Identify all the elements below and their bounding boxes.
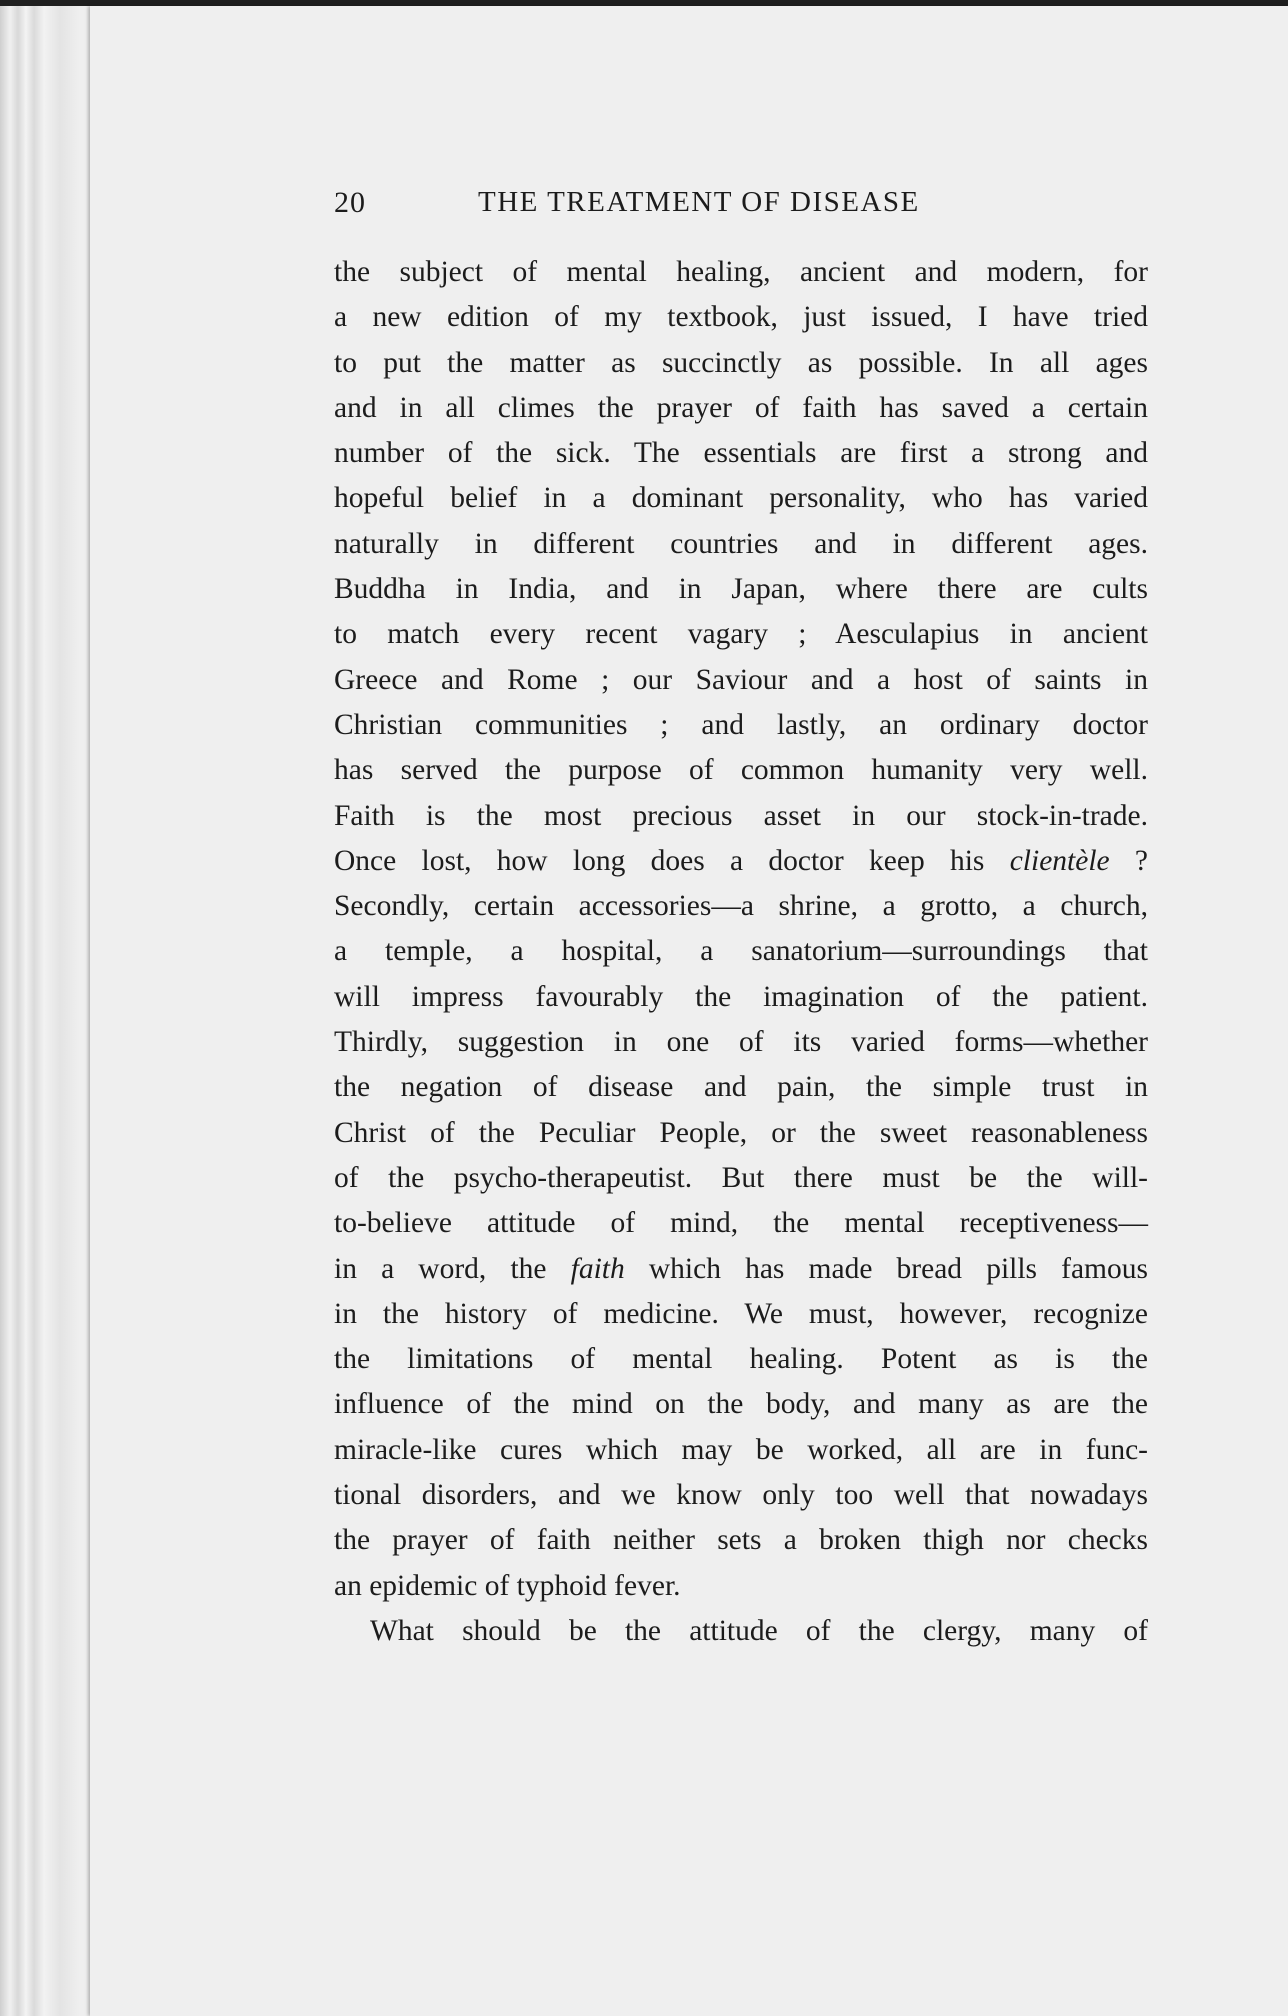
text-line: and in all climes the prayer of faith has saved a certain — [334, 391, 1148, 424]
text-line: Thirdly, suggestion in one of its varied forms—whether — [334, 1026, 1148, 1059]
text-line: influence of the mind on the body, and many as are the — [334, 1388, 1148, 1421]
text-line: Buddha in India, and in Japan, where there are cults — [334, 573, 1148, 606]
text-line: has served the purpose of common humanity very well. — [334, 754, 1148, 787]
text-segment: Once lost, how long does a doctor keep his — [334, 844, 1010, 877]
text-line: naturally in different countries and in different ages. — [334, 527, 1148, 560]
text-line: tional disorders, and we know only too well that nowadays — [334, 1479, 1148, 1512]
text-line: the subject of mental healing, ancient and modern, for — [334, 256, 1148, 288]
italic-word: faith — [570, 1252, 625, 1285]
text-line: What should be the attitude of the clergy, many of — [370, 1614, 1148, 1647]
running-head — [334, 186, 1148, 230]
text-line: miracle-like cures which may be worked, all are in func- — [334, 1433, 1148, 1466]
body-text — [334, 250, 1148, 1654]
text-line: Greece and Rome ; our Saviour and a host of saints in — [334, 663, 1148, 696]
text-line: hopeful belief in a dominant personality, who has varied — [334, 482, 1148, 515]
text-line: a new edition of my textbook, just issued, I have tried — [334, 301, 1148, 334]
text-line: Faith is the most precious asset in our stock-in-trade. — [334, 799, 1148, 832]
text-segment: which has made bread pills famous — [624, 1252, 1148, 1285]
text-line: the limitations of mental healing. Potent as is the — [334, 1343, 1148, 1376]
text-line: an epidemic of typhoid fever. — [334, 1569, 681, 1602]
text-line: will impress favourably the imagination of the patient. — [334, 980, 1148, 1013]
text-line — [334, 1247, 1148, 1292]
text-line: number of the sick. The essentials are first a strong and — [334, 437, 1148, 470]
text-line: the prayer of faith neither sets a broken thigh nor checks — [334, 1524, 1148, 1557]
text-line: of the psycho-therapeutist. But there must be the will- — [334, 1161, 1148, 1194]
italic-word: clientèle — [1009, 844, 1110, 877]
text-line — [334, 839, 1148, 884]
text-line: Christian communities ; and lastly, an ordinary doctor — [334, 708, 1148, 741]
text-line: Secondly, certain accessories—a shrine, a grotto, a church, — [334, 890, 1148, 923]
text-line: a temple, a hospital, a sanatorium—surroundings that — [334, 935, 1148, 968]
text-line: to-believe attitude of mind, the mental receptiveness— — [334, 1207, 1148, 1240]
text-line: to match every recent vagary ; Aesculapius in ancient — [334, 618, 1148, 651]
text-line: to put the matter as succinctly as possible. In all ages — [334, 346, 1148, 379]
text-line: the negation of disease and pain, the simple trust in — [334, 1071, 1148, 1104]
text-line: in the history of medicine. We must, however, recognize — [334, 1297, 1148, 1330]
running-title: THE TREATMENT OF DISEASE — [478, 186, 920, 218]
text-line: Christ of the Peculiar People, or the sweet reasonableness — [334, 1116, 1148, 1149]
text-segment: ? — [1109, 844, 1149, 877]
page-number: 20 — [334, 186, 366, 219]
text-segment: in a word, the — [334, 1252, 571, 1285]
